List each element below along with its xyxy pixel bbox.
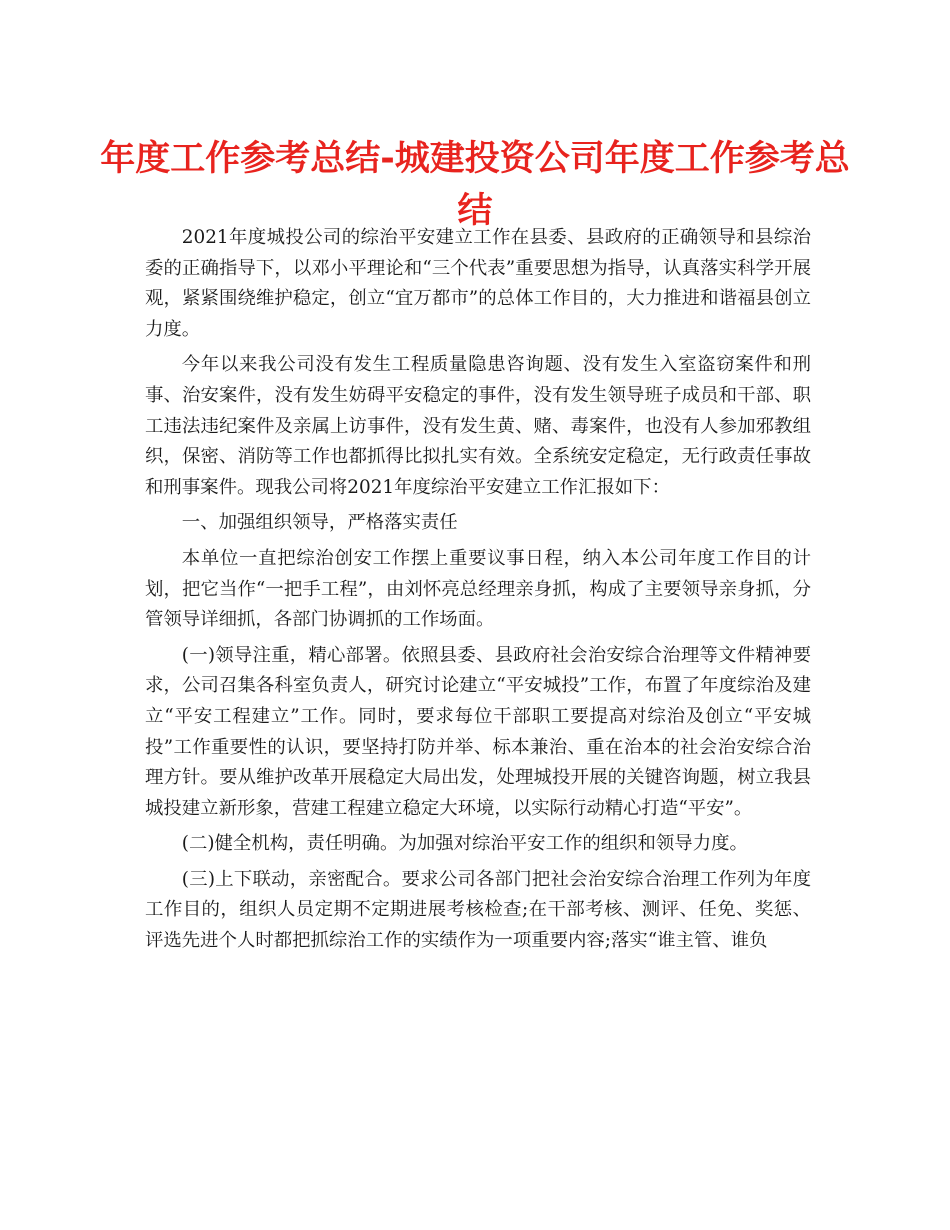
section-heading-1: 一、加强组织领导，严格落实责任	[181, 512, 458, 534]
document-body	[145, 223, 811, 962]
paragraph-summary: 今年以来我公司没有发生工程质量隐患咨询题、没有发生入室盗窃案件和刑事、治安案件，没有发生妨碍平安稳定的事件，没有发生领导班子成员和干部、职工违法违纪案件及亲属上访事件，没有发生黄、赌、毒案件，也没有人参加邪教组织，保密、消防等工作也都抓得比拟扎实有效。全系统安定稳定，无行政责任事故和刑事案件。现我公司将2021年度综治平安建立工作汇报如下：	[145, 354, 811, 498]
paragraph-intro: 2021年度城投公司的综治平安建立工作在县委、县政府的正确领导和县综治委的正确指导下，以邓小平理论和“三个代表”重要思想为指导，认真落实科学开展观，紧紧围绕维护稳定，创立“宜万都市”的总体工作目的，大力推进和谐福县创立力度。	[145, 227, 811, 340]
paragraph-section-1: 本单位一直把综治创安工作摆上重要议事日程，纳入本公司年度工作目的计划，把它当作“一把手工程”，由刘怀亮总经理亲身抓，构成了主要领导亲身抓，分管领导详细抓，各部门协调抓的工作场面。	[145, 547, 811, 631]
paragraph-item-1: (一)领导注重，精心部署。依照县委、县政府社会治安综合治理等文件精神要求，公司召集各科室负责人，研究讨论建立“平安城投”工作，布置了年度综治及建立“平安工程建立”工作。同时，要求每位干部职工要提高对综治及创立“平安城投”工作重要性的认识，要坚持打防并举、标本兼治、重在治本的社会治安综合治理方针。要从维护改革开展稳定大局出发，处理城投开展的关键咨询题，树立我县城投建立新形象，营建工程建立稳定大环境，以实际行动精心打造“平安”。	[145, 644, 811, 819]
paragraph-item-2: (二)健全机构，责任明确。为加强对综治平安工作的组织和领导力度。	[181, 833, 748, 855]
document-title: 年度工作参考总结-城建投资公司年度工作参考总结	[100, 139, 850, 231]
paragraph-item-3: (三)上下联动，亲密配合。要求公司各部门把社会治安综合治理工作列为年度工作目的，组织人员定期不定期进展考核检查;在干部考核、测评、任免、奖惩、评选先进个人时都把抓综治工作的实绩作为一项重要内容;落实“谁主管、谁负	[145, 868, 811, 952]
